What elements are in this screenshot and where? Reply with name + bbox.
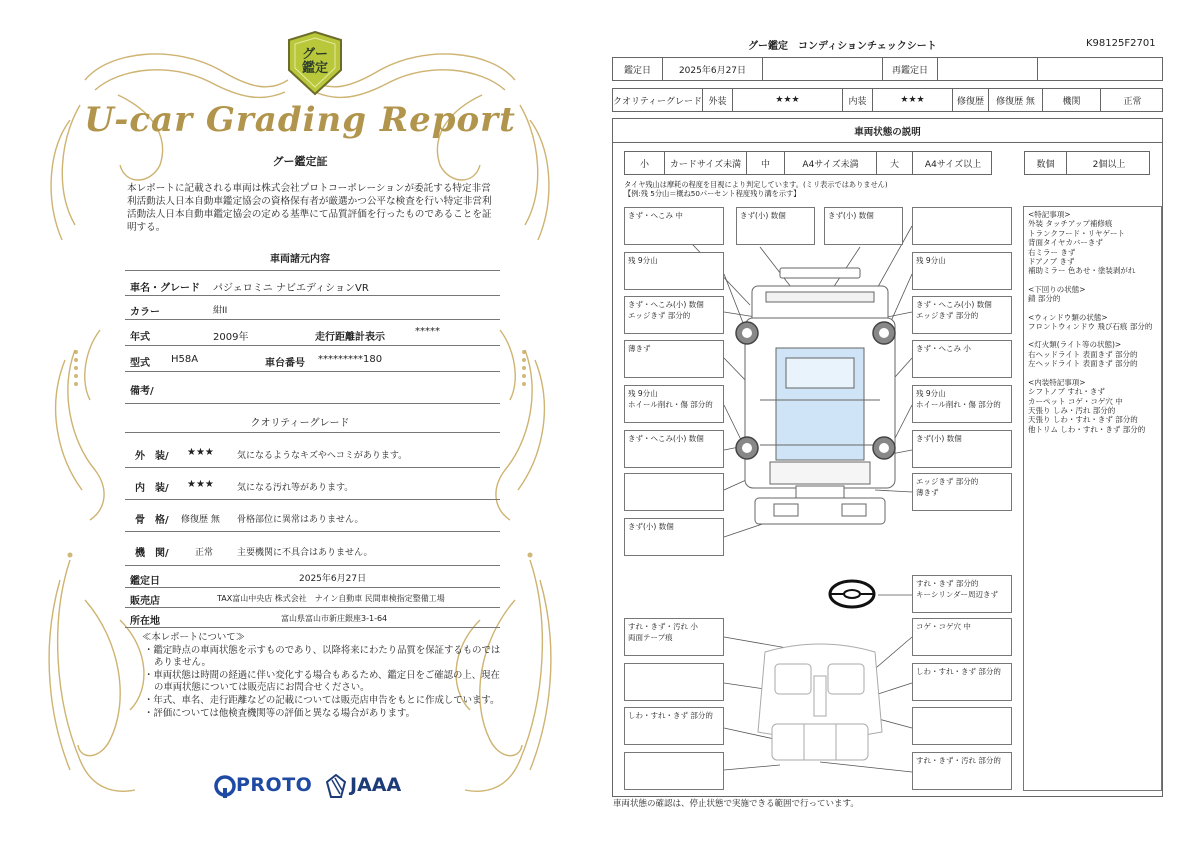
condition-box: 薄きず: [624, 340, 724, 378]
exterior-value: ★★★: [733, 89, 843, 111]
dealer-label: 販売店: [130, 596, 160, 607]
empty-cell: [1038, 58, 1164, 80]
grade-value: 修復歴 無: [181, 515, 220, 525]
year-value: 2009年: [213, 332, 249, 343]
grade-row-exterior: [125, 432, 500, 468]
condition-box: すれ・きず・汚れ 小 両面テープ痕: [624, 618, 724, 656]
condition-box: エッジきず 部分的 薄きず: [912, 473, 1012, 511]
legend-small-desc: カードサイズ未満: [665, 152, 747, 174]
count-legend: [1024, 151, 1150, 175]
condition-box: きず(小) 数個: [736, 207, 815, 245]
condition-box: [624, 473, 724, 511]
footer-note: 車両状態の確認は、停止状態で実施できる範囲で行っています。: [613, 799, 859, 809]
condition-box: きず(小) 数個: [912, 430, 1012, 468]
appraisal-date-row: [125, 566, 500, 588]
spec-row-name: [125, 270, 500, 296]
condition-box: きず・へこみ(小) 数個: [624, 430, 724, 468]
notes-line: 外装 タッチアップ補修痕: [1028, 219, 1113, 229]
condition-box: きず・へこみ 小: [912, 340, 1012, 378]
address-value: 富山県富山市新庄銀座3-1-64: [281, 614, 388, 623]
notes-line: 左ヘッドライト 表面きず 部分的: [1028, 359, 1138, 369]
notes-line: 錆 部分的: [1028, 294, 1061, 304]
legend-count-desc: 2個以上: [1092, 159, 1126, 170]
quality-grade-title: クオリティーグレード: [250, 418, 350, 429]
notes-line: 右ミラー きず: [1028, 247, 1076, 257]
notes-line: 右ヘッドライト 表面きず 部分的: [1028, 349, 1138, 359]
quality-row: [612, 88, 1163, 112]
quality-label: クオリティーグレード: [613, 89, 703, 111]
condition-box: きず(小) 数個: [824, 207, 903, 245]
chassis-value: *********180: [318, 354, 383, 365]
notes-line: 補助ミラー 色あせ・塗装剥がれ: [1028, 266, 1136, 276]
appraisal-date-label: 鑑定日: [130, 576, 160, 587]
about-report: [142, 632, 502, 720]
proto-mark-icon: [214, 774, 236, 798]
notes-title: <内装特記事項>: [1028, 377, 1086, 387]
notes-section: [1028, 340, 1157, 368]
condition-title: 車両状態の説明: [613, 119, 1162, 143]
address-label: 所在地: [130, 616, 160, 627]
repair-value: 修復歴 無: [989, 89, 1043, 111]
grade-value: 正常: [195, 548, 214, 558]
report-title: U-car Grading Report: [84, 100, 516, 140]
interior-label: 内装: [843, 89, 873, 111]
grade-label: 外 装/: [135, 451, 169, 462]
spec-row-year: [125, 320, 500, 346]
certificate-body: 本レポートに記載される車両は株式会社プロトコーポレーションが委託する特定非営利活動法人日本自動車鑑定協会の資格保有者が厳選かつ公平な検査を行い特定非営利活動法人日本自動車鑑定協会の定める基準にて品質評価を行ったものであることを証明する。: [127, 183, 492, 233]
dealer-value: TAX富山中央店 株式会社 ナイン自動車 民間車検指定整備工場: [217, 594, 445, 603]
condition-box: きず・へこみ(小) 数個 エッジきず 部分的: [624, 296, 724, 334]
dealer-row: [125, 588, 500, 608]
certificate-title: グー鑑定証: [272, 155, 328, 168]
spec-section-title: 車両諸元内容: [270, 254, 330, 265]
mileage-value: *****: [415, 326, 440, 337]
logos: [214, 772, 414, 800]
notes-title: <ウィンドウ類の状態>: [1028, 312, 1108, 322]
condition-box: きず・へこみ 中: [624, 207, 724, 245]
model-label: 型式: [130, 358, 150, 369]
spec-row-color: [125, 296, 500, 320]
engine-label: 機関: [1043, 89, 1101, 111]
grade-comment: 骨格部位に異常はありません。: [237, 515, 364, 525]
jaaa-logo: JAAA: [350, 774, 402, 796]
condition-box: 残 9分山: [624, 252, 724, 290]
redate-value: [938, 58, 1038, 80]
notes-line: フロントウィンドウ 飛び石痕 部分的: [1028, 322, 1153, 332]
notes-line: 天張り しわ・すれ・きず 部分的: [1028, 415, 1138, 425]
about-item: ・鑑定時点の車両状態を示すものであり、以降将来にわたり品質を保証するものではありません。: [144, 644, 501, 669]
remarks-label: 備考/: [130, 386, 154, 397]
legend-mid: 中: [747, 152, 785, 174]
interior-value: ★★★: [873, 89, 953, 111]
notes-section: [1028, 210, 1157, 276]
chassis-label: 車台番号: [265, 358, 305, 369]
date-value: 2025年6月27日: [663, 58, 763, 80]
notes-line: カーペット コゲ・コゲ穴 中: [1028, 396, 1123, 406]
notes-line: トランクフード・リヤゲート: [1028, 228, 1125, 238]
grade-comment: 主要機関に不具合はありません。: [237, 548, 373, 558]
notes-line: 背面タイヤカバーきず: [1028, 238, 1103, 248]
engine-value: 正常: [1123, 96, 1142, 107]
condition-box: しわ・すれ・きず 部分的: [912, 663, 1012, 701]
notes-section: [1028, 378, 1157, 434]
tire-note: タイヤ残山は摩耗の程度を目視により判定しています。(ミリ表示ではありません): [624, 180, 888, 189]
legend-small: 小: [625, 152, 665, 174]
grade-row-frame: [125, 500, 500, 532]
badge-label: グー 鑑定: [301, 47, 328, 76]
condition-box: [624, 663, 724, 701]
sheet-code: K98125F2701: [1086, 38, 1156, 49]
color-value: 紺II: [213, 306, 228, 316]
notes-line: 天張り しみ・汚れ 部分的: [1028, 405, 1116, 415]
about-item: ・評価については他検査機関等の評価と異なる場合があります。: [144, 707, 415, 719]
grade-value: ★★★: [187, 447, 214, 458]
exterior-label: 外装: [703, 89, 733, 111]
legend-large-desc: A4サイズ以上: [924, 159, 982, 170]
notes-line: ドアノブ きず: [1028, 257, 1075, 267]
grade-row-interior: [125, 468, 500, 500]
condition-box: 残 9分山: [912, 252, 1012, 290]
condition-box: しわ・すれ・きず 部分的: [624, 707, 724, 745]
spec-row-remarks: [125, 372, 500, 404]
model-value: H58A: [171, 354, 199, 365]
date-row: [612, 57, 1163, 81]
appraisal-date-value: 2025年6月27日: [299, 574, 367, 584]
color-label: カラー: [130, 307, 160, 318]
repair-label: 修復歴: [953, 89, 989, 111]
condition-box: すれ・きず・汚れ 部分的: [912, 752, 1012, 790]
condition-box: [912, 707, 1012, 745]
about-item: ・年式、車名、走行距離などの記載については販売店申告をもとに作成しています。: [144, 694, 500, 706]
condition-box: 残 9分山 ホイール削れ・傷 部分的: [624, 385, 724, 423]
legend-large: 大: [877, 152, 913, 174]
about-title: ≪本レポートについて≫: [142, 632, 245, 643]
jaaa-mark-icon: [326, 774, 346, 798]
year-label: 年式: [130, 332, 150, 343]
special-notes: [1023, 206, 1162, 791]
name-label: 車名・グレード: [130, 283, 200, 294]
notes-line: 他トリム しわ・すれ・きず 部分的: [1028, 424, 1146, 434]
address-row: [125, 608, 500, 628]
date-label: 鑑定日: [613, 58, 663, 80]
mileage-label: 走行距離計表示: [315, 332, 385, 343]
legend-count: 数個: [1025, 152, 1067, 174]
condition-box: コゲ・コゲ穴 中: [912, 618, 1012, 656]
proto-logo: PROTO: [236, 774, 313, 796]
condition-box: 残 9分山 ホイール削れ・傷 部分的: [912, 385, 1012, 423]
condition-box: [624, 752, 724, 790]
size-legend: [624, 151, 992, 175]
notes-section: [1028, 285, 1157, 304]
notes-line: シフトノブ すれ・きず: [1028, 387, 1105, 397]
grade-label: 機 関/: [135, 548, 169, 559]
grade-row-engine: [125, 532, 500, 566]
condition-box: きず・へこみ(小) 数個 エッジきず 部分的: [912, 296, 1012, 334]
legend-mid-desc: A4サイズ未満: [785, 152, 877, 174]
notes-title: <下回りの状態>: [1028, 284, 1086, 294]
grade-comment: 気になるようなキズやヘコミがあります。: [237, 451, 408, 461]
grade-label: 内 装/: [135, 483, 169, 494]
spec-row-model: [125, 346, 500, 372]
about-item: ・車両状態は時間の経過に伴い変化する場合もあるため、鑑定日をご確認の上、現在の車両状態については販売店にお問合せください。: [144, 669, 500, 694]
grade-value: ★★★: [187, 479, 214, 490]
grade-label: 骨 格/: [135, 515, 169, 526]
condition-box: [912, 207, 1012, 245]
notes-section: [1028, 313, 1157, 332]
notes-title: <特記事項>: [1028, 210, 1071, 219]
name-value: パジェロミニ ナビエディションVR: [213, 283, 369, 294]
condition-box: すれ・きず 部分的 キーシリンダー周辺きず: [912, 575, 1012, 613]
sheet-title: グー鑑定 コンディションチェックシート: [748, 41, 937, 52]
condition-box: きず(小) 数個: [624, 518, 724, 556]
tire-note-example: 【例:残 5分山＝概ね50パーセント程度残り溝を示す】: [624, 189, 801, 198]
redate-label: 再鑑定日: [883, 58, 938, 80]
grade-comment: 気になる汚れ等があります。: [237, 483, 354, 493]
empty-cell: [763, 58, 883, 80]
notes-title: <灯火類(ライト等の状態)>: [1028, 340, 1122, 350]
condition-check-sheet: [600, 0, 1200, 848]
